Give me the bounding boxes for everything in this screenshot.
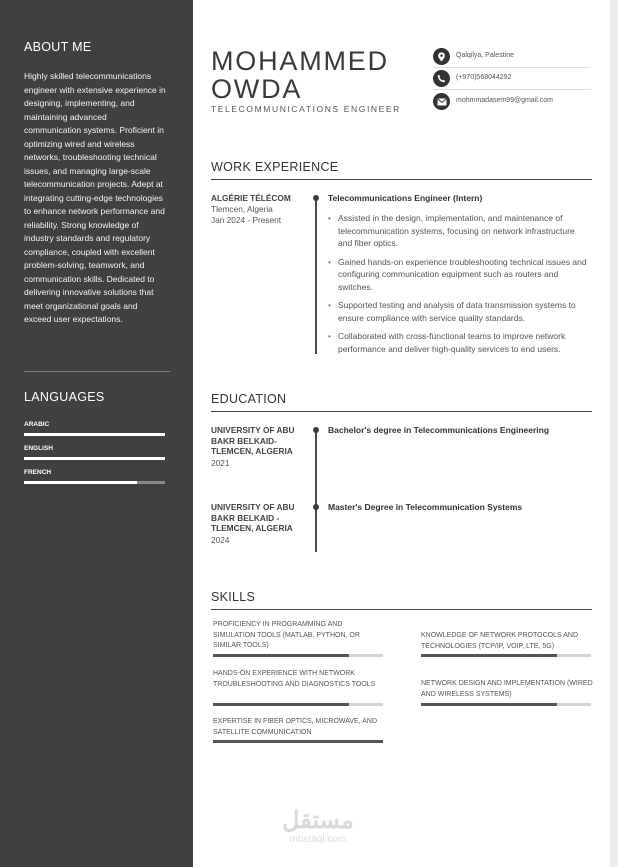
watermark bbox=[253, 808, 383, 846]
work-bullet: • Gained hands-on experience troubleshooting technical issues and configuring communication equipment such as routers and switches. bbox=[328, 256, 591, 294]
school-name: UNIVERSITY OF ABU BAKR BELKAID - TLEMCEN, ALGERIA bbox=[211, 502, 295, 533]
phone-icon bbox=[433, 70, 450, 87]
skill-label: EXPERTISE IN FIBER OPTICS, MICROWAVE, AND SATELLITE COMMUNICATION bbox=[213, 718, 378, 736]
work-bullet: • Assisted in the design, implementation, and maintenance of telecommunication systems, focusing on network infrastructure and fiber optics. bbox=[328, 212, 591, 250]
job-role: Telecommunications Engineer (Intern) bbox=[328, 193, 483, 203]
timeline-dot bbox=[313, 427, 319, 433]
skill-level-fill bbox=[421, 654, 557, 657]
education-year: 2024 bbox=[211, 535, 230, 545]
timeline-dot bbox=[313, 504, 319, 510]
skill-label: KNOWLEDGE OF NETWORK PROTOCOLS AND TECHNOLOGIES (TCP/IP, VOIP, LTE, 5G) bbox=[421, 632, 579, 650]
company-location: Tlemcen, Algeria bbox=[211, 204, 273, 214]
language-level-fill bbox=[24, 481, 137, 484]
about-heading: ABOUT ME bbox=[24, 40, 92, 54]
contact-location: Qalqilya, Palestine bbox=[456, 52, 514, 59]
education-rule bbox=[211, 411, 592, 412]
watermark-arabic: مستقل bbox=[282, 807, 354, 834]
work-bullets bbox=[328, 212, 591, 355]
language-level-bar bbox=[24, 433, 165, 436]
skill-level-bar bbox=[213, 654, 383, 657]
about-text: Highly skilled telecommunications engineer with extensive experience in designing, implementing, and maintaining advanced communication systems. Proficient in optimizing wired and wireless networks, troubleshooting technical issues, and managing large-scale telecommunication projects. Adept at integrating cutting-edge technologies to enhance network performance and reliability. Strong knowledge of industry standards and regulatory compliance, coupled with excellent problem-solving, teamwork, and communication skills. Dedicated to delivering innovative solutions that meet organizational goals and exceed user expectations. bbox=[24, 71, 166, 324]
languages-heading: LANGUAGES bbox=[24, 390, 105, 404]
degree-title: Master's Degree in Telecommunication Systems bbox=[328, 502, 523, 512]
skill-label: PROFICIENCY IN PROGRAMMING AND SIMULATION TOOLS (MATLAB, PYTHON, OR SIMILAR TOOLS) bbox=[213, 621, 360, 649]
language-label: ENGLISH bbox=[24, 445, 53, 452]
skill-level-fill bbox=[421, 703, 557, 706]
skill-level-fill bbox=[213, 703, 349, 706]
location-pin-icon bbox=[433, 48, 450, 65]
work-heading: WORK EXPERIENCE bbox=[211, 160, 339, 174]
work-dates: Jan 2024 - Present bbox=[211, 215, 282, 225]
watermark-domain: mostaql.com bbox=[289, 834, 347, 845]
sidebar bbox=[0, 0, 193, 867]
school-name: UNIVERSITY OF ABU BAKR BELKAID-TLEMCEN, ALGERIA bbox=[211, 425, 295, 456]
name-first: MOHAMMED bbox=[211, 46, 389, 76]
timeline-dot bbox=[313, 195, 319, 201]
contact-phone: (+970)568044292 bbox=[456, 74, 512, 81]
skill-label: NETWORK DESIGN AND IMPLEMENTATION (WIRED AND WIRELESS SYSTEMS) bbox=[421, 680, 593, 698]
skill-level-bar bbox=[213, 740, 383, 743]
language-label: FRENCH bbox=[24, 469, 52, 476]
language-label: ARABIC bbox=[24, 421, 50, 428]
resume-main bbox=[193, 0, 610, 867]
language-level-fill bbox=[24, 433, 165, 436]
skills-heading: SKILLS bbox=[211, 590, 256, 604]
page-edge-shade bbox=[610, 0, 618, 867]
work-bullet: • Collaborated with cross-functional teams to improve network performance and deliver high-quality services to end users. bbox=[328, 330, 591, 355]
timeline-line bbox=[315, 428, 317, 552]
skill-level-bar bbox=[421, 703, 591, 706]
timeline-line bbox=[315, 197, 317, 354]
work-rule bbox=[211, 179, 592, 180]
skill-level-bar bbox=[421, 654, 591, 657]
education-year: 2021 bbox=[211, 458, 230, 468]
skill-level-bar bbox=[213, 703, 383, 706]
company-name: ALGÉRIE TÉLÉCOM bbox=[211, 193, 291, 203]
education-heading: EDUCATION bbox=[211, 392, 287, 406]
skill-level-fill bbox=[213, 740, 383, 743]
language-level-bar bbox=[24, 457, 165, 460]
skill-level-fill bbox=[213, 654, 349, 657]
language-level-bar bbox=[24, 481, 165, 484]
sidebar-divider bbox=[24, 371, 170, 372]
email-icon bbox=[433, 93, 450, 110]
contact-email: mohmmadasem99@gmail.com bbox=[456, 97, 553, 104]
degree-title: Bachelor's degree in Telecommunications Engineering bbox=[328, 425, 550, 435]
contact-divider bbox=[433, 89, 591, 90]
skill-label: HANDS-ON EXPERIENCE WITH NETWORK TROUBLESHOOTING AND DIAGNOSTICS TOOLS bbox=[213, 670, 376, 688]
language-level-fill bbox=[24, 457, 165, 460]
job-title: TELECOMMUNICATIONS ENGINEER bbox=[211, 104, 401, 114]
name-last: OWDA bbox=[211, 74, 303, 104]
contact-divider bbox=[433, 67, 591, 68]
work-bullet: • Supported testing and analysis of data transmission systems to ensure compliance with service quality standards. bbox=[328, 299, 591, 324]
skills-rule bbox=[211, 609, 592, 610]
